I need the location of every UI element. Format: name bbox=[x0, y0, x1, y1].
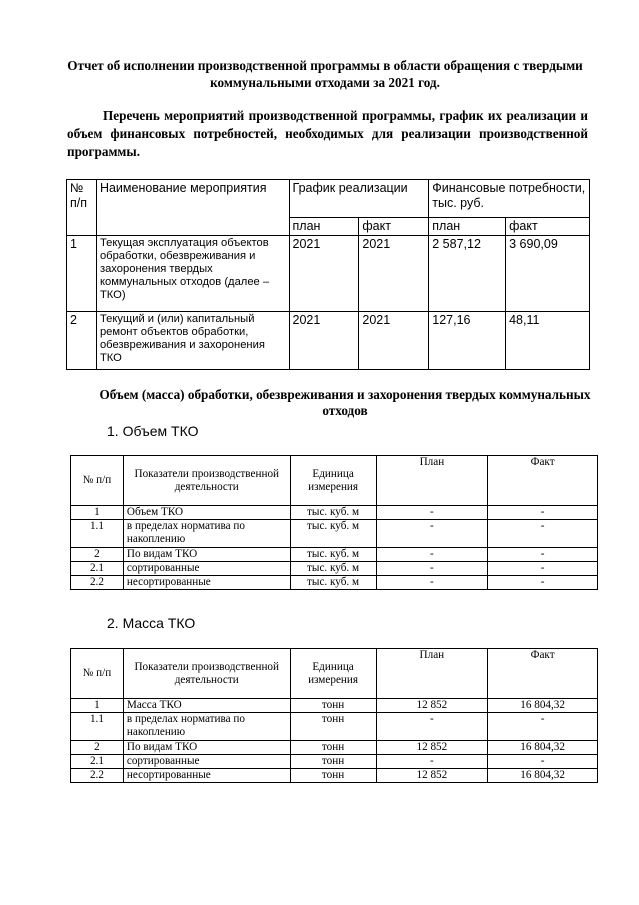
header-fact: Факт bbox=[488, 649, 598, 699]
row-plan: - bbox=[376, 713, 488, 741]
row-num: 2.2 bbox=[71, 769, 124, 783]
section-heading: Объем (масса) обработки, обезвреживания и захоронения твердых коммунальных отходов bbox=[99, 387, 591, 418]
row-fin-plan: 2 587,12 bbox=[429, 236, 506, 312]
header-fin-fact: факт bbox=[506, 218, 590, 236]
row-unit: тыс. куб. м bbox=[290, 548, 376, 562]
row-name: в пределах норматива по накоплению bbox=[123, 713, 290, 741]
row-name: Текущая эксплуатация объектов обработки, обезвреживания и захоронения твердых коммунальных отходов (далее – ТКО) bbox=[96, 236, 289, 312]
header-plan: План bbox=[376, 649, 488, 699]
row-num: 2 bbox=[71, 741, 124, 755]
row-num: 1.1 bbox=[71, 713, 124, 741]
table-row bbox=[67, 312, 590, 370]
row-plan: 12 852 bbox=[376, 769, 488, 783]
row-fact: 16 804,32 bbox=[488, 699, 598, 713]
header-fact: факт bbox=[359, 218, 429, 236]
row-unit: тыс. куб. м bbox=[290, 520, 376, 548]
header-num: № п/п bbox=[71, 456, 124, 506]
row-unit: тыс. куб. м bbox=[290, 506, 376, 520]
row-fact: - bbox=[488, 548, 598, 562]
row-plan: 12 852 bbox=[376, 699, 488, 713]
row-name: сортированные bbox=[123, 755, 290, 769]
row-fact: - bbox=[488, 713, 598, 741]
row-plan: 2021 bbox=[289, 236, 359, 312]
row-num: 2 bbox=[67, 312, 97, 370]
header-fact: Факт bbox=[488, 456, 598, 506]
table-row bbox=[67, 236, 590, 312]
measures-table bbox=[66, 179, 590, 370]
row-name: в пределах норматива по накоплению bbox=[123, 520, 290, 548]
table-row bbox=[71, 741, 598, 755]
row-fin-fact: 48,11 bbox=[506, 312, 590, 370]
row-fact: 2021 bbox=[359, 236, 429, 312]
table-row bbox=[71, 576, 598, 590]
row-plan: 12 852 bbox=[376, 741, 488, 755]
header-num: № п/п bbox=[67, 180, 97, 236]
header-unit: Единица измерения bbox=[290, 456, 376, 506]
row-fact: - bbox=[488, 576, 598, 590]
header-schedule: График реализации bbox=[289, 180, 429, 218]
row-plan: - bbox=[376, 520, 488, 548]
row-name: несортированные bbox=[123, 576, 290, 590]
header-finance: Финансовые потребности, тыс. руб. bbox=[429, 180, 590, 218]
row-plan: - bbox=[376, 755, 488, 769]
row-fact: - bbox=[488, 520, 598, 548]
row-fact: - bbox=[488, 506, 598, 520]
row-name: несортированные bbox=[123, 769, 290, 783]
row-num: 2.1 bbox=[71, 562, 124, 576]
row-num: 2 bbox=[71, 548, 124, 562]
row-plan: - bbox=[376, 506, 488, 520]
row-plan: - bbox=[376, 548, 488, 562]
row-name: Масса ТКО bbox=[123, 699, 290, 713]
row-plan: - bbox=[376, 562, 488, 576]
row-num: 2.2 bbox=[71, 576, 124, 590]
row-unit: тонн bbox=[290, 713, 376, 741]
row-fact: - bbox=[488, 755, 598, 769]
row-num: 1 bbox=[71, 506, 124, 520]
row-name: Текущий и (или) капитальный ремонт объектов обработки, обезвреживания и захоронения ТКО bbox=[96, 312, 289, 370]
table-row bbox=[71, 713, 598, 741]
row-unit: тыс. куб. м bbox=[290, 576, 376, 590]
header-indicator: Показатели производственной деятельности bbox=[123, 649, 290, 699]
row-fact: 16 804,32 bbox=[488, 741, 598, 755]
table-row bbox=[71, 506, 598, 520]
table-row bbox=[71, 562, 598, 576]
row-name: По видам ТКО bbox=[123, 741, 290, 755]
row-name: По видам ТКО bbox=[123, 548, 290, 562]
table-row bbox=[71, 769, 598, 783]
header-plan: план bbox=[289, 218, 359, 236]
row-unit: тонн bbox=[290, 755, 376, 769]
row-name: сортированные bbox=[123, 562, 290, 576]
row-fact: 2021 bbox=[359, 312, 429, 370]
volume-table bbox=[70, 455, 598, 590]
row-fin-fact: 3 690,09 bbox=[506, 236, 590, 312]
header-name: Наименование мероприятия bbox=[96, 180, 289, 236]
row-unit: тонн bbox=[290, 769, 376, 783]
table-row bbox=[71, 755, 598, 769]
row-plan: - bbox=[376, 576, 488, 590]
mass-heading: 2. Масса ТКО bbox=[107, 615, 196, 631]
header-indicator: Показатели производственной деятельности bbox=[123, 456, 290, 506]
row-fin-plan: 127,16 bbox=[429, 312, 506, 370]
header-plan: План bbox=[376, 456, 488, 506]
row-num: 1 bbox=[67, 236, 97, 312]
row-name: Объем ТКО bbox=[123, 506, 290, 520]
program-subtitle: Перечень мероприятий производственной программы, график их реализации и объем финансовых потребностей, необходимых для реализации производственной программы. bbox=[67, 108, 588, 159]
table-row bbox=[71, 699, 598, 713]
table-row bbox=[71, 548, 598, 562]
table-header-row bbox=[71, 456, 598, 506]
row-unit: тыс. куб. м bbox=[290, 562, 376, 576]
table-header-row bbox=[67, 180, 590, 218]
row-fact: - bbox=[488, 562, 598, 576]
mass-table bbox=[70, 648, 598, 783]
header-unit: Единица измерения bbox=[290, 649, 376, 699]
header-num: № п/п bbox=[71, 649, 124, 699]
row-fact: 16 804,32 bbox=[488, 769, 598, 783]
volume-heading: 1. Объем ТКО bbox=[107, 423, 199, 439]
row-num: 1 bbox=[71, 699, 124, 713]
row-unit: тонн bbox=[290, 741, 376, 755]
table-header-row bbox=[71, 649, 598, 699]
table-row bbox=[71, 520, 598, 548]
row-unit: тонн bbox=[290, 699, 376, 713]
row-plan: 2021 bbox=[289, 312, 359, 370]
row-num: 1.1 bbox=[71, 520, 124, 548]
header-fin-plan: план bbox=[429, 218, 506, 236]
row-num: 2.1 bbox=[71, 755, 124, 769]
report-title: Отчет об исполнении производственной программы в области обращения с твердыми коммунальными отходами за 2021 год. bbox=[67, 58, 583, 90]
